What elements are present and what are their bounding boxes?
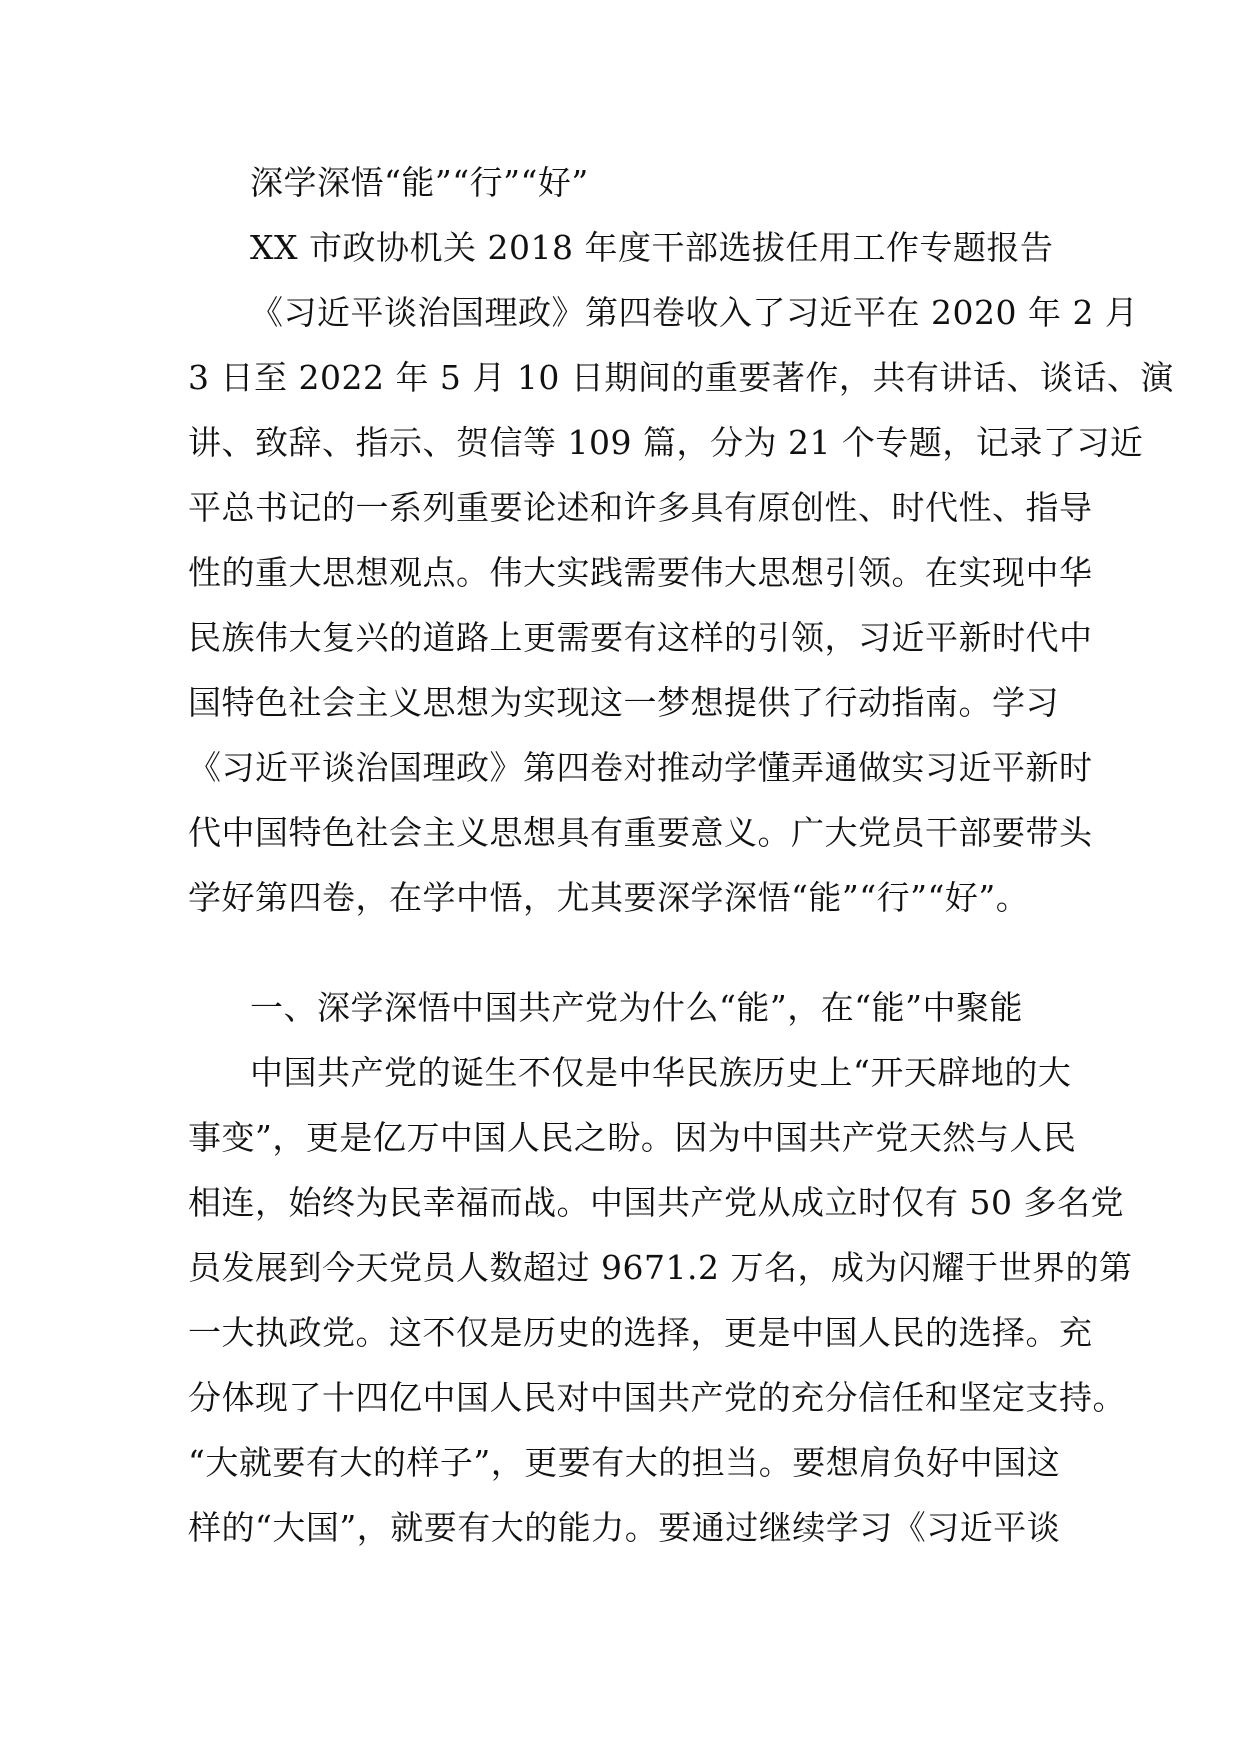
paragraph-1-line: 《习近平谈治国理政》第四卷收入了习近平在 2020 年 2 月 <box>250 293 1139 332</box>
section-1-heading: 一、深学深悟中国共产党为什么“能”，在“能”中聚能 <box>250 988 1023 1027</box>
paragraph-1-line: 代中国特色社会主义思想具有重要意义。广大党员干部要带头 <box>188 813 1093 852</box>
document-subtitle: XX 市政协机关 2018 年度干部选拔任用工作专题报告 <box>250 228 1054 267</box>
document-title: 深学深悟“能”“行”“好” <box>250 163 589 202</box>
paragraph-1-line: 民族伟大复兴的道路上更需要有这样的引领，习近平新时代中 <box>188 618 1093 657</box>
paragraph-2-line: 事变”，更是亿万中国人民之盼。因为中国共产党天然与人民 <box>188 1118 1077 1157</box>
paragraph-1-line: 学好第四卷，在学中悟，尤其要深学深悟“能”“行”“好”。 <box>188 878 1030 917</box>
paragraph-2-line: 员发展到今天党员人数超过 9671.2 万名，成为闪耀于世界的第 <box>188 1248 1133 1287</box>
paragraph-1-line: 性的重大思想观点。伟大实践需要伟大思想引领。在实现中华 <box>188 553 1093 592</box>
paragraph-1-line: 《习近平谈治国理政》第四卷对推动学懂弄通做实习近平新时 <box>188 748 1093 787</box>
document-body <box>188 150 1174 1547</box>
paragraph-2-line: 样的“大国”，就要有大的能力。要通过继续学习《习近平谈 <box>188 1508 1061 1547</box>
paragraph-1-line: 国特色社会主义思想为实现这一梦想提供了行动指南。学习 <box>188 683 1059 722</box>
paragraph-1-line: 3 日至 2022 年 5 月 10 日期间的重要著作，共有讲话、谈话、演 <box>188 358 1174 397</box>
paragraph-2-line: 中国共产党的诞生不仅是中华民族历史上“开天辟地的大 <box>250 1053 1072 1092</box>
paragraph-1-line: 讲、致辞、指示、贺信等 109 篇，分为 21 个专题，记录了习近 <box>188 423 1144 462</box>
paragraph-2-line: 一大执政党。这不仅是历史的选择，更是中国人民的选择。充 <box>188 1313 1093 1352</box>
paragraph-2-line: 相连，始终为民幸福而战。中国共产党从成立时仅有 50 多名党 <box>188 1183 1124 1222</box>
paragraph-2-line: 分体现了十四亿中国人民对中国共产党的充分信任和坚定支持。 <box>188 1378 1126 1417</box>
paragraph-1-line: 平总书记的一系列重要论述和许多具有原创性、时代性、指导 <box>188 488 1093 527</box>
paragraph-2-line: “大就要有大的样子”，更要有大的担当。要想肩负好中国这 <box>188 1443 1061 1482</box>
